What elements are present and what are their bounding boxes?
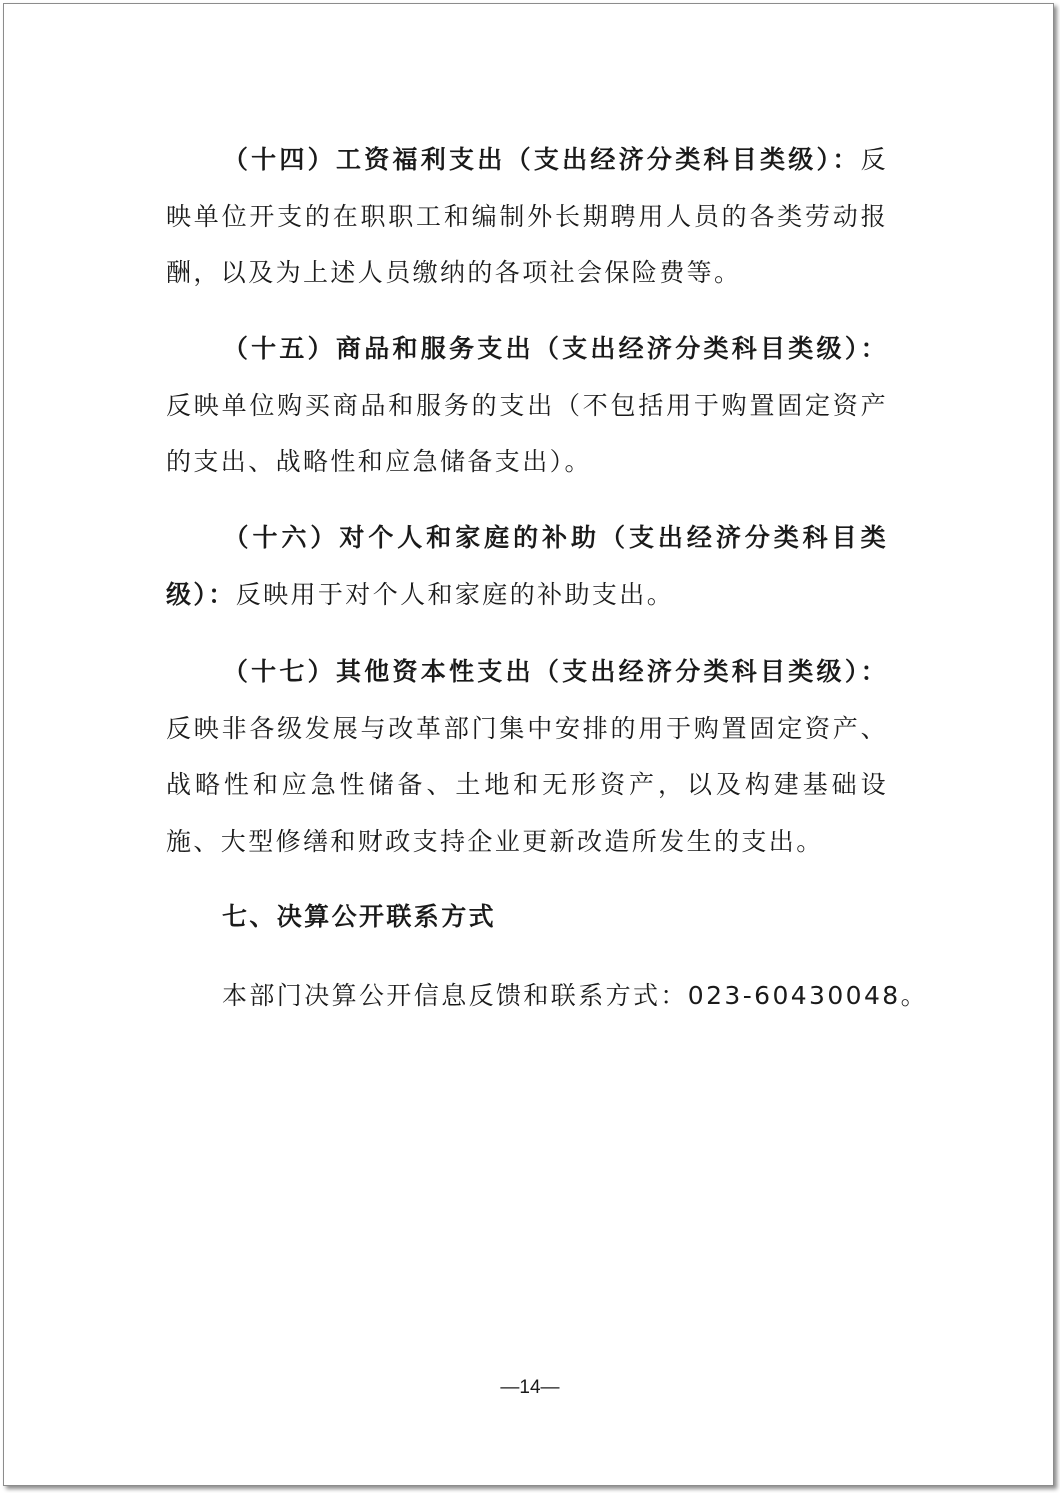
section-lead: （十四）工资福利支出（支出经济分类科目类级）： — [222, 145, 861, 174]
section-body: 反映单位购买商品和服务的支出（不包括用于购置固定资产的支出、战略性和应急储备支出）。 — [166, 390, 888, 476]
contact-info: 本部门决算公开信息反馈和联系方式：023-60430048。 — [222, 981, 928, 1010]
section-lead: （十五）商品和服务支出（支出经济分类科目类级）： — [222, 334, 888, 363]
section-body: 反映单位开支的在职职工和编制外长期聘用人员的各类劳动报酬，以及为上述人员缴纳的各项社会保险费等。 — [166, 145, 888, 287]
section-heading: 七、决算公开联系方式 — [222, 902, 497, 931]
section-wage-welfare — [166, 132, 888, 302]
page-number: —14— — [500, 1377, 560, 1398]
section-body: 反映非各级发展与改革部门集中安排的用于购置固定资产、战略性和应急性储备、土地和无形资产，以及构建基础设施、大型修缮和财政支持企业更新改造所发生的支出。 — [166, 713, 888, 856]
section-body: 反映用于对个人和家庭的补助支出。 — [235, 579, 675, 609]
section-goods-services — [166, 321, 888, 491]
section-other-capital — [166, 644, 888, 870]
section-household-subsidy — [166, 510, 888, 623]
section-lead: （十六）对个人和家庭的补助（支出经济分类科目类级）： — [166, 523, 888, 609]
section-lead: （十七）其他资本性支出（支出经济分类科目类级）： — [222, 657, 888, 686]
